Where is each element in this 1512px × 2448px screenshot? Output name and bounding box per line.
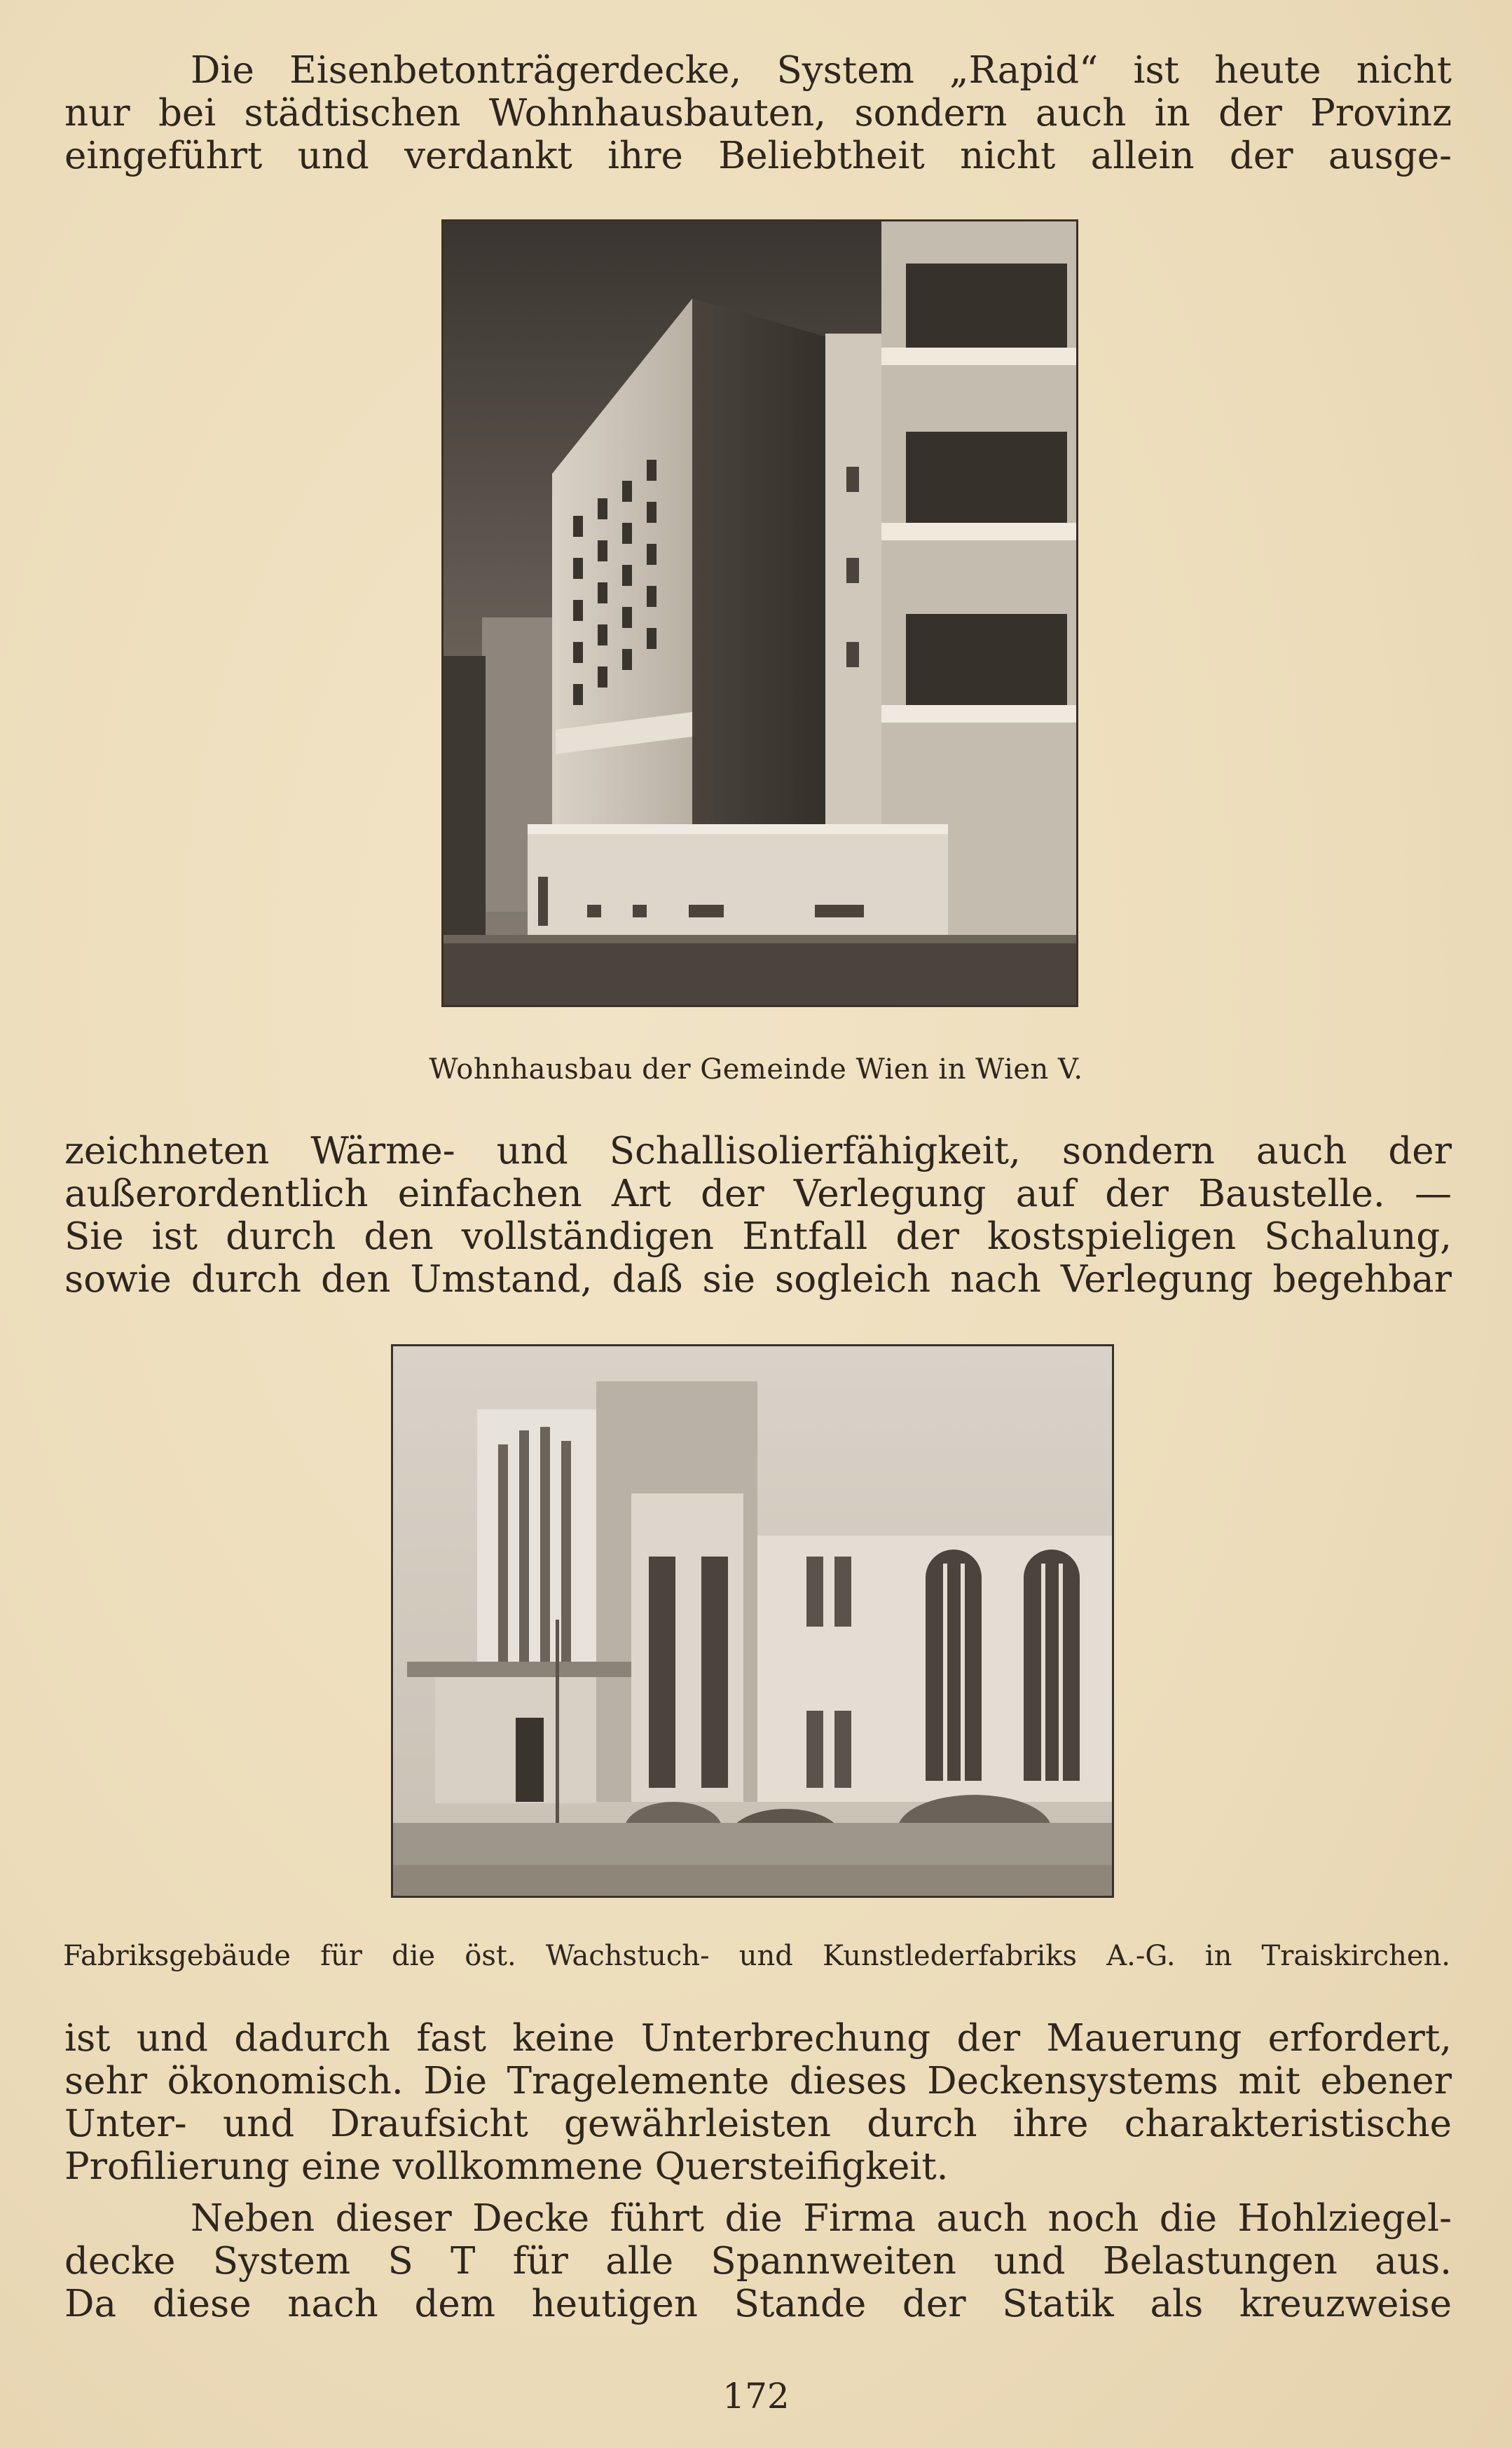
text-line: sowie durch den Umstand, daß sie sogleich nach Verlegung begehbar bbox=[64, 1258, 1452, 1301]
text-line: Profilierung eine vollkommene Quersteifigkeit. bbox=[64, 2145, 949, 2188]
text-line: außerordentlich einfachen Art der Verlegung auf der Baustelle. — bbox=[64, 1172, 1452, 1215]
text-line: Neben dieser Decke führt die Firma auch noch die Hohlziegel- bbox=[191, 2197, 1452, 2240]
text-line: sehr ökonomisch. Die Tragelemente dieses Deckensystems mit ebener bbox=[64, 2060, 1452, 2102]
text-line: Da diese nach dem heutigen Stande der Statik als kreuzweise bbox=[64, 2283, 1452, 2325]
text-line: eingeführt und verdankt ihre Beliebtheit nicht allein der ausge- bbox=[64, 135, 1452, 177]
figure-2-caption: Fabriksgebäude für die öst. Wachstuch- und Kunstlederfabriks A.-G. in Traiskirchen. bbox=[63, 1940, 1450, 1972]
page-number: 172 bbox=[722, 2376, 790, 2416]
paragraph-2 bbox=[64, 1130, 1452, 1301]
paragraph-1 bbox=[64, 49, 1452, 177]
photo-residential-building bbox=[441, 219, 1078, 1007]
text-line: ist und dadurch fast keine Unterbrechung der Mauerung erfordert, bbox=[64, 2017, 1452, 2060]
text-line: nur bei städtischen Wohnhausbauten, sondern auch in der Provinz bbox=[64, 92, 1452, 135]
residential-building-illustration bbox=[444, 221, 1076, 1005]
paragraph-3 bbox=[64, 2017, 1452, 2188]
photo-factory-building bbox=[391, 1344, 1114, 1898]
text-line: decke System S T für alle Spannweiten und Belastungen aus. bbox=[64, 2240, 1452, 2283]
text-line: zeichneten Wärme- und Schallisolierfähigkeit, sondern auch der bbox=[64, 1130, 1452, 1172]
factory-building-illustration bbox=[393, 1346, 1112, 1896]
text-line: Sie ist durch den vollständigen Entfall der kostspieligen Schalung, bbox=[64, 1215, 1452, 1258]
text-line: Die Eisenbetonträgerdecke, System „Rapid“ ist heute nicht bbox=[191, 49, 1452, 92]
text-line: Unter- und Draufsicht gewährleisten durch ihre charakteristische bbox=[64, 2102, 1452, 2145]
paragraph-4 bbox=[64, 2197, 1452, 2325]
figure-1-caption: Wohnhausbau der Gemeinde Wien in Wien V. bbox=[429, 1053, 1083, 1086]
